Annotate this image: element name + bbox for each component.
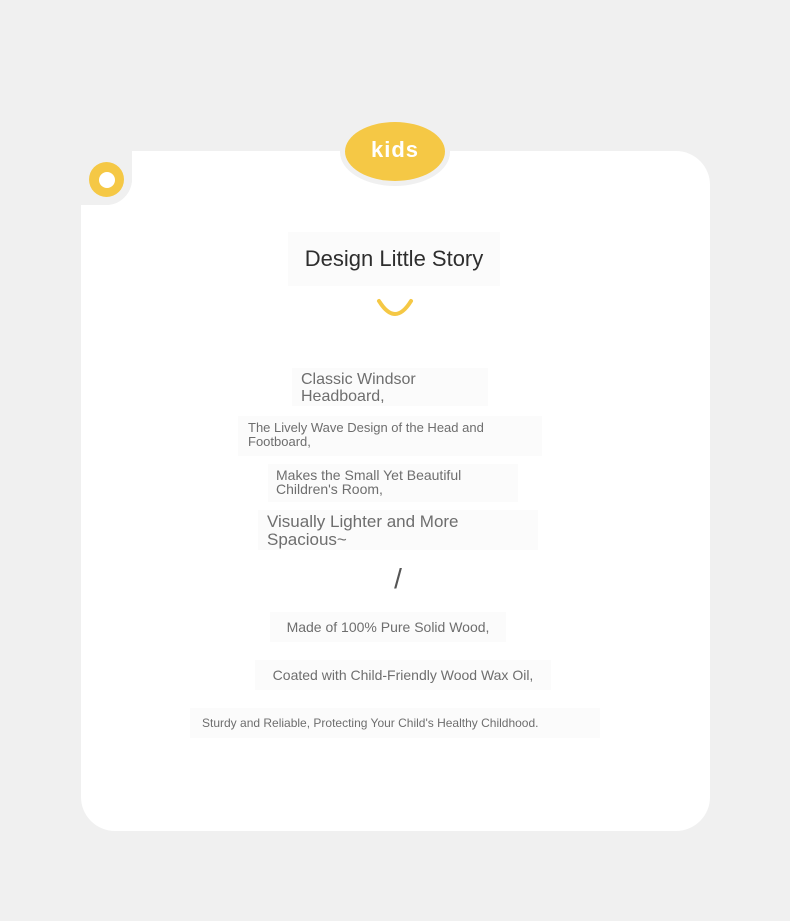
ring-hole (99, 172, 115, 188)
kids-badge (345, 122, 445, 181)
story-line-4: Visually Lighter and More Spacious~ (258, 510, 538, 550)
story-line-6: Coated with Child-Friendly Wood Wax Oil, (255, 660, 551, 690)
ring-icon (89, 162, 124, 197)
page-title: Design Little Story (288, 232, 500, 286)
smile-arc-icon (373, 287, 417, 321)
story-line-1: Classic Windsor Headboard, (292, 368, 488, 406)
kids-badge-label: kids (370, 136, 420, 162)
story-line-7: Sturdy and Reliable, Protecting Your Child's Healthy Childhood. (190, 708, 600, 738)
story-line-5: Made of 100% Pure Solid Wood, (270, 612, 506, 642)
story-line-3: Makes the Small Yet Beautiful Children's Room, (268, 464, 518, 502)
story-line-2: The Lively Wave Design of the Head and Footboard, (238, 416, 542, 456)
story-divider: / (394, 563, 402, 594)
